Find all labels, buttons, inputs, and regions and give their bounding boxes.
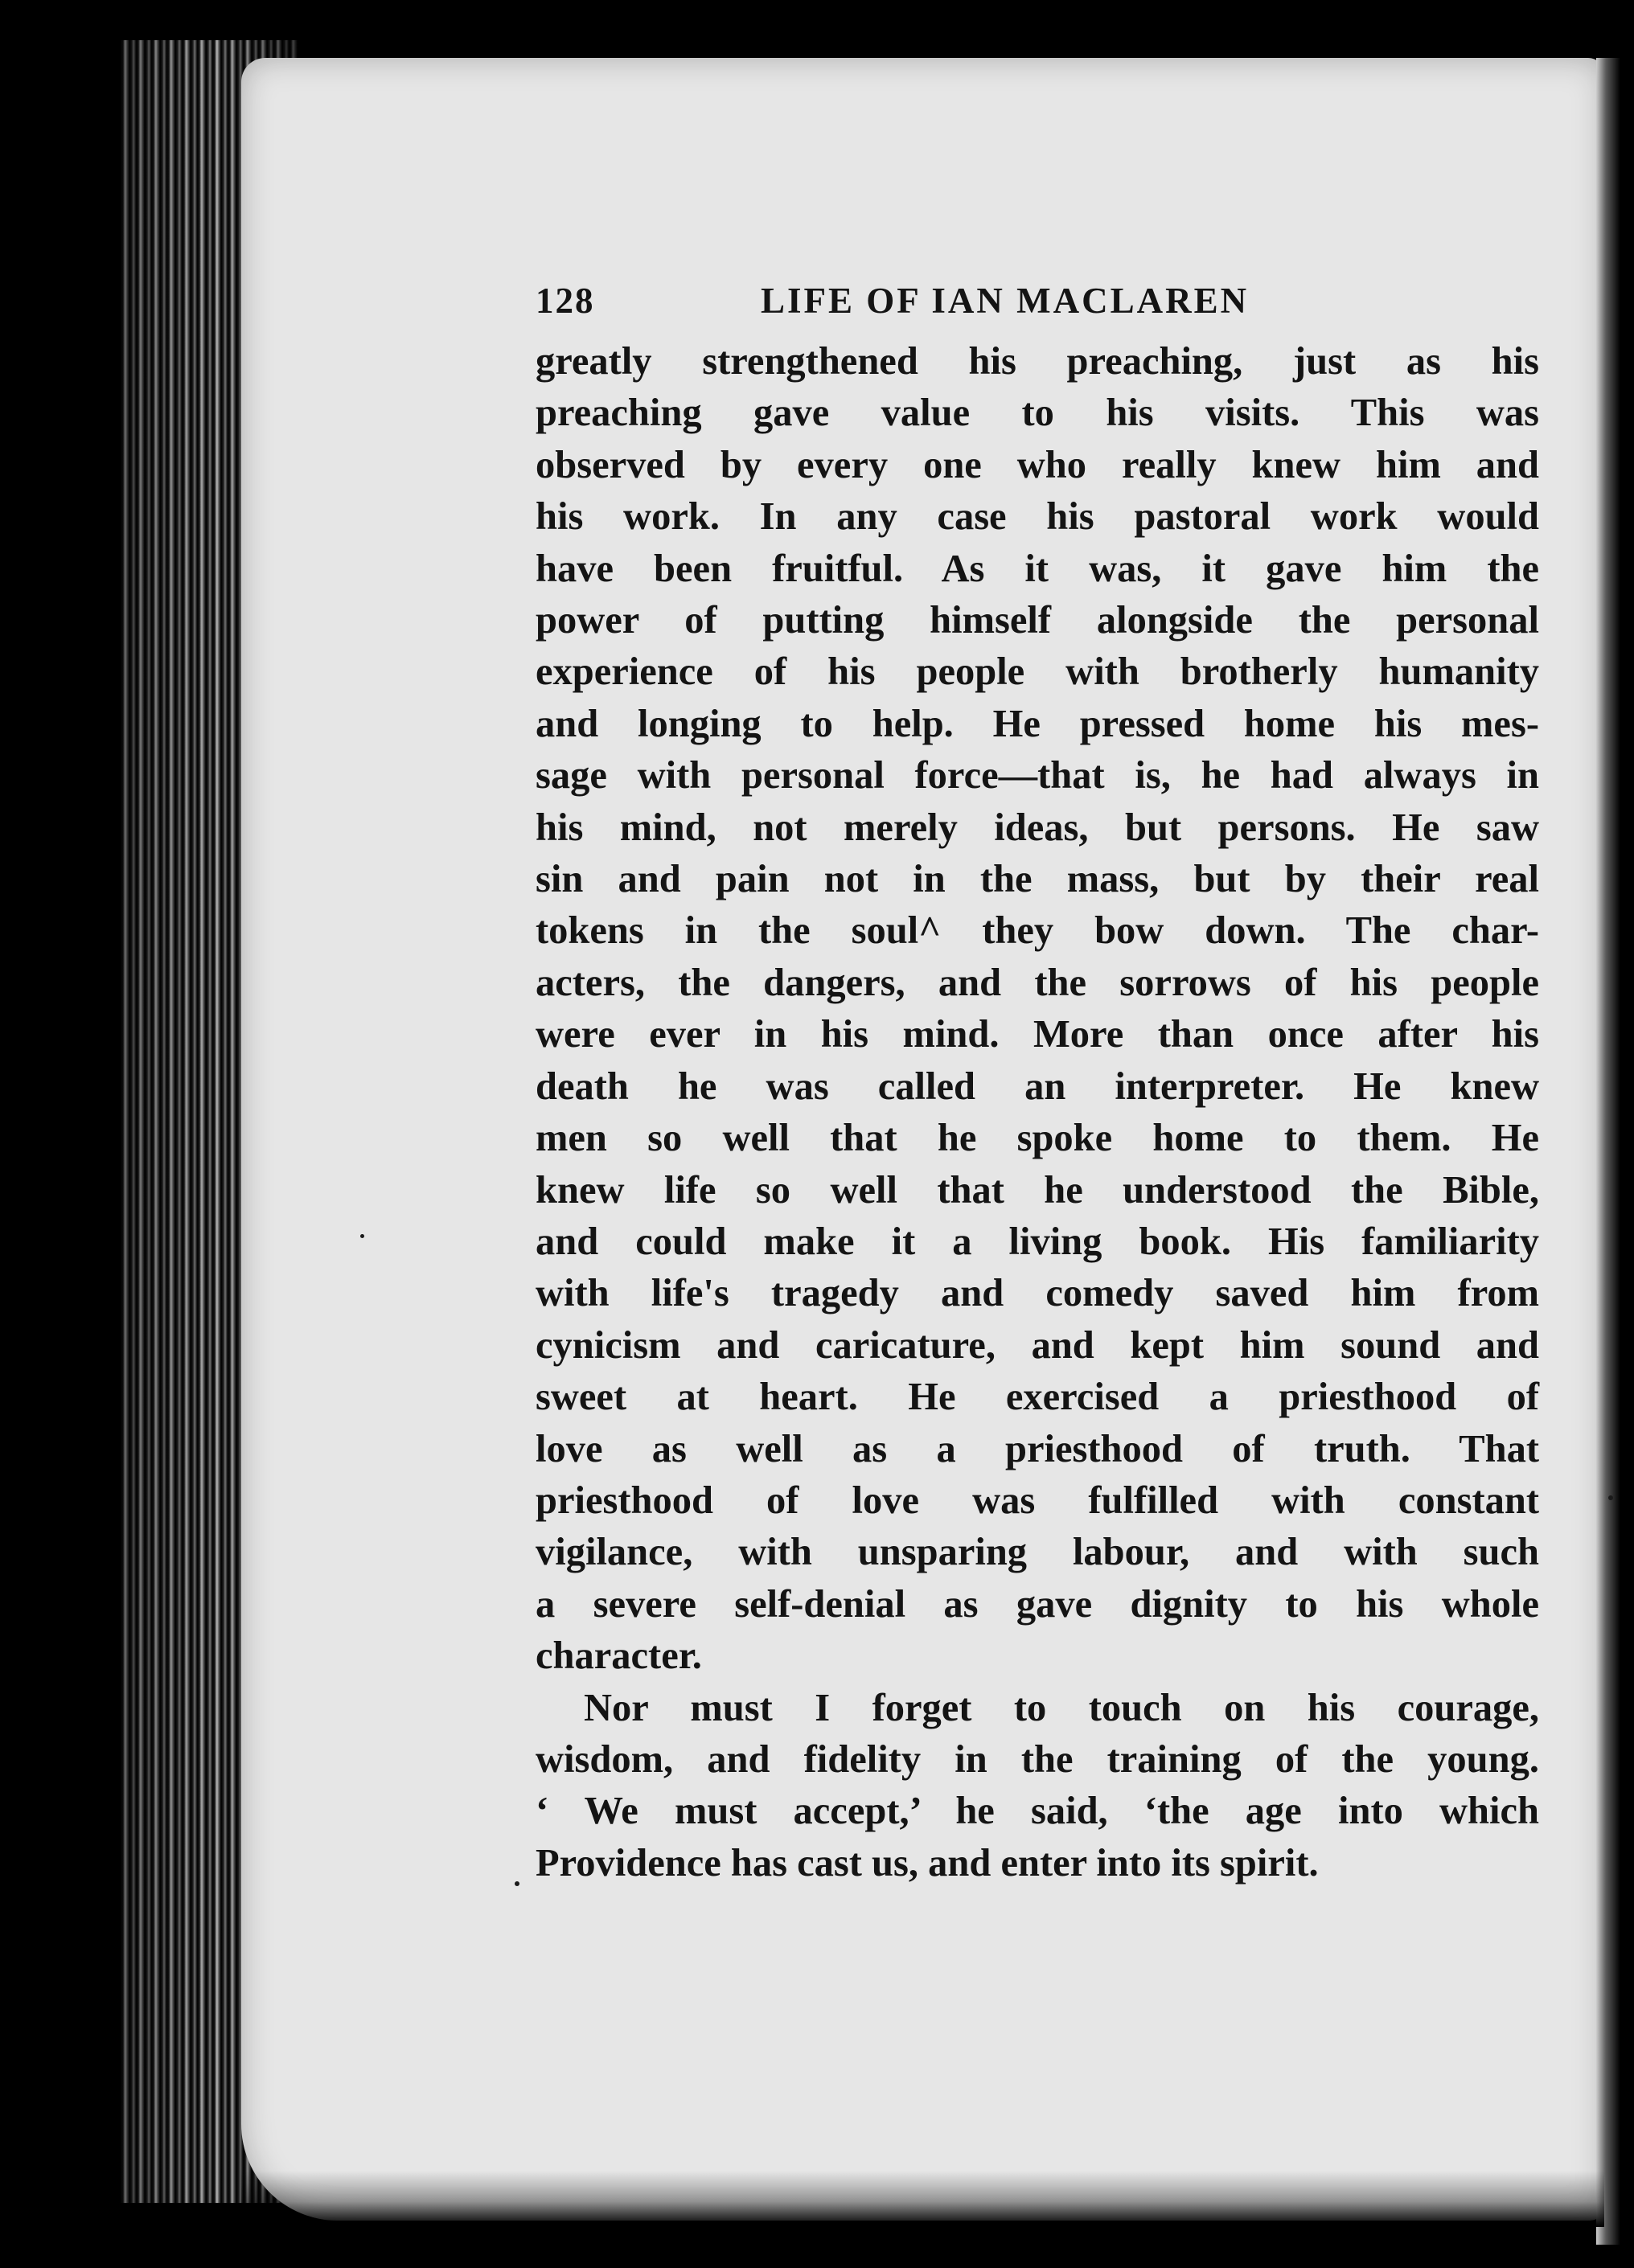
- text-line: men so well that he spoke home to them. He: [536, 1117, 1539, 1160]
- text-line: wisdom, and fidelity in the training of the young.: [536, 1737, 1539, 1781]
- text-line: and longing to help. He pressed home his mes-: [536, 702, 1539, 745]
- text-line: sin and pain not in the mass, but by their real: [536, 858, 1539, 901]
- running-head: [536, 280, 1539, 336]
- text-line: tokens in the soul^ they bow down. The char-: [536, 909, 1539, 953]
- running-title: LIFE OF IAN MACLAREN: [761, 281, 1250, 321]
- text-line: cynicism and caricature, and kept him sound and: [536, 1323, 1539, 1367]
- text-line: knew life so well that he understood the Bible,: [536, 1168, 1539, 1212]
- text-line: greatly strengthened his preaching, just as his: [536, 340, 1539, 383]
- text-line: ‘ We must accept,’ he said, ‘the age into which: [536, 1790, 1539, 1833]
- text-line: his work. In any case his pastoral work would: [536, 495, 1539, 539]
- text-line: were ever in his mind. More than once after his: [536, 1013, 1539, 1056]
- text-line: sweet at heart. He exercised a priesthood of: [536, 1376, 1539, 1419]
- text-line: death he was called an interpreter. He knew: [536, 1064, 1539, 1108]
- paragraph: [536, 1683, 1539, 1890]
- text-line: love as well as a priesthood of truth. That: [536, 1427, 1539, 1470]
- text-line: his mind, not merely ideas, but persons. He saw: [536, 806, 1539, 849]
- paragraph: [536, 336, 1539, 1683]
- text-line: experience of his people with brotherly humanity: [536, 650, 1539, 694]
- text-line: and could make it a living book. His familiarity: [536, 1220, 1539, 1263]
- text-line: Nor must I forget to touch on his courage,: [584, 1686, 1539, 1729]
- page-bottom-shadow: [241, 2171, 1604, 2227]
- body-text: [536, 336, 1539, 1889]
- text-line: observed by every one who really knew him and: [536, 443, 1539, 486]
- text-line: priesthood of love was fulfilled with constant: [536, 1479, 1539, 1522]
- dust-speck: [1608, 1495, 1613, 1500]
- text-line: sage with personal force—that is, he had always in: [536, 754, 1539, 798]
- text-line: vigilance, with unsparing labour, and with such: [536, 1531, 1539, 1574]
- dust-speck: [515, 1881, 519, 1886]
- page-text: [536, 280, 1539, 1889]
- text-line: Providence has cast us, and enter into its spirit.: [536, 1841, 1319, 1885]
- text-line: with life's tragedy and comedy saved him from: [536, 1272, 1539, 1315]
- page-right-edge: [1596, 58, 1620, 2245]
- text-line: a severe self-denial as gave dignity to his whole: [536, 1582, 1539, 1626]
- text-line: preaching gave value to his visits. This was: [536, 392, 1539, 435]
- page-number: 128: [536, 281, 595, 321]
- text-line: have been fruitful. As it was, it gave him the: [536, 547, 1539, 590]
- text-line: power of putting himself alongside the personal: [536, 599, 1539, 642]
- text-line: character.: [536, 1634, 702, 1678]
- dust-speck: [360, 1234, 364, 1238]
- text-line: acters, the dangers, and the sorrows of his people: [536, 961, 1539, 1004]
